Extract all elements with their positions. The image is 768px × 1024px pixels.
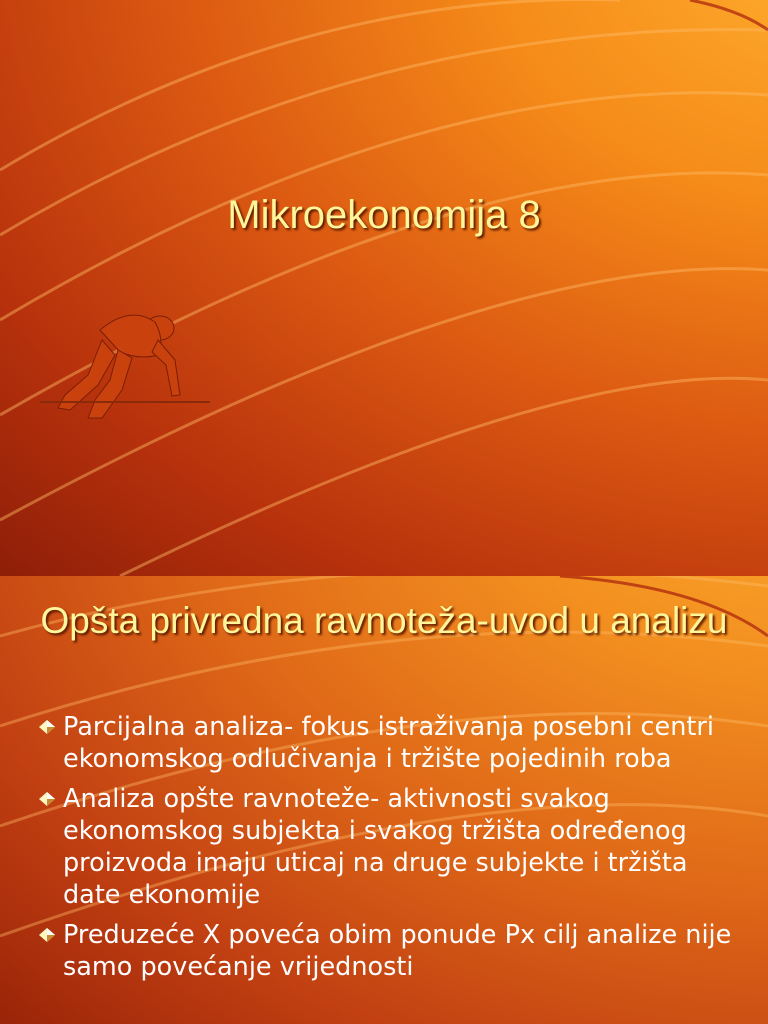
slide-2	[0, 576, 768, 1024]
sprinter-figure	[40, 300, 220, 440]
list-item	[38, 711, 738, 775]
diamond-bullet-icon	[38, 720, 56, 734]
bullet-text: Parcijalna analiza- fokus istraživanja posebni centri ekonomskog odlučivanja i tržište pojedinih roba	[63, 712, 714, 774]
bullet-list	[38, 711, 738, 991]
diamond-bullet-icon	[38, 928, 56, 942]
list-item	[38, 919, 738, 983]
bullet-text: Preduzeće X poveća obim ponude Px cilj analize nije samo povećanje vrijednosti	[63, 920, 732, 982]
list-item	[38, 783, 738, 911]
bullet-text: Analiza opšte ravnoteže- aktivnosti svakog ekonomskog subjekta i svakog tržišta određenog proizvoda imaju uticaj na druge subjekte i tržišta date ekonomije	[63, 784, 688, 910]
diamond-bullet-icon	[38, 792, 56, 806]
slide-2-title: Opšta privredna ravnoteža-uvod u analizu	[40, 600, 728, 641]
slide-1-title: Mikroekonomija 8	[227, 193, 541, 237]
